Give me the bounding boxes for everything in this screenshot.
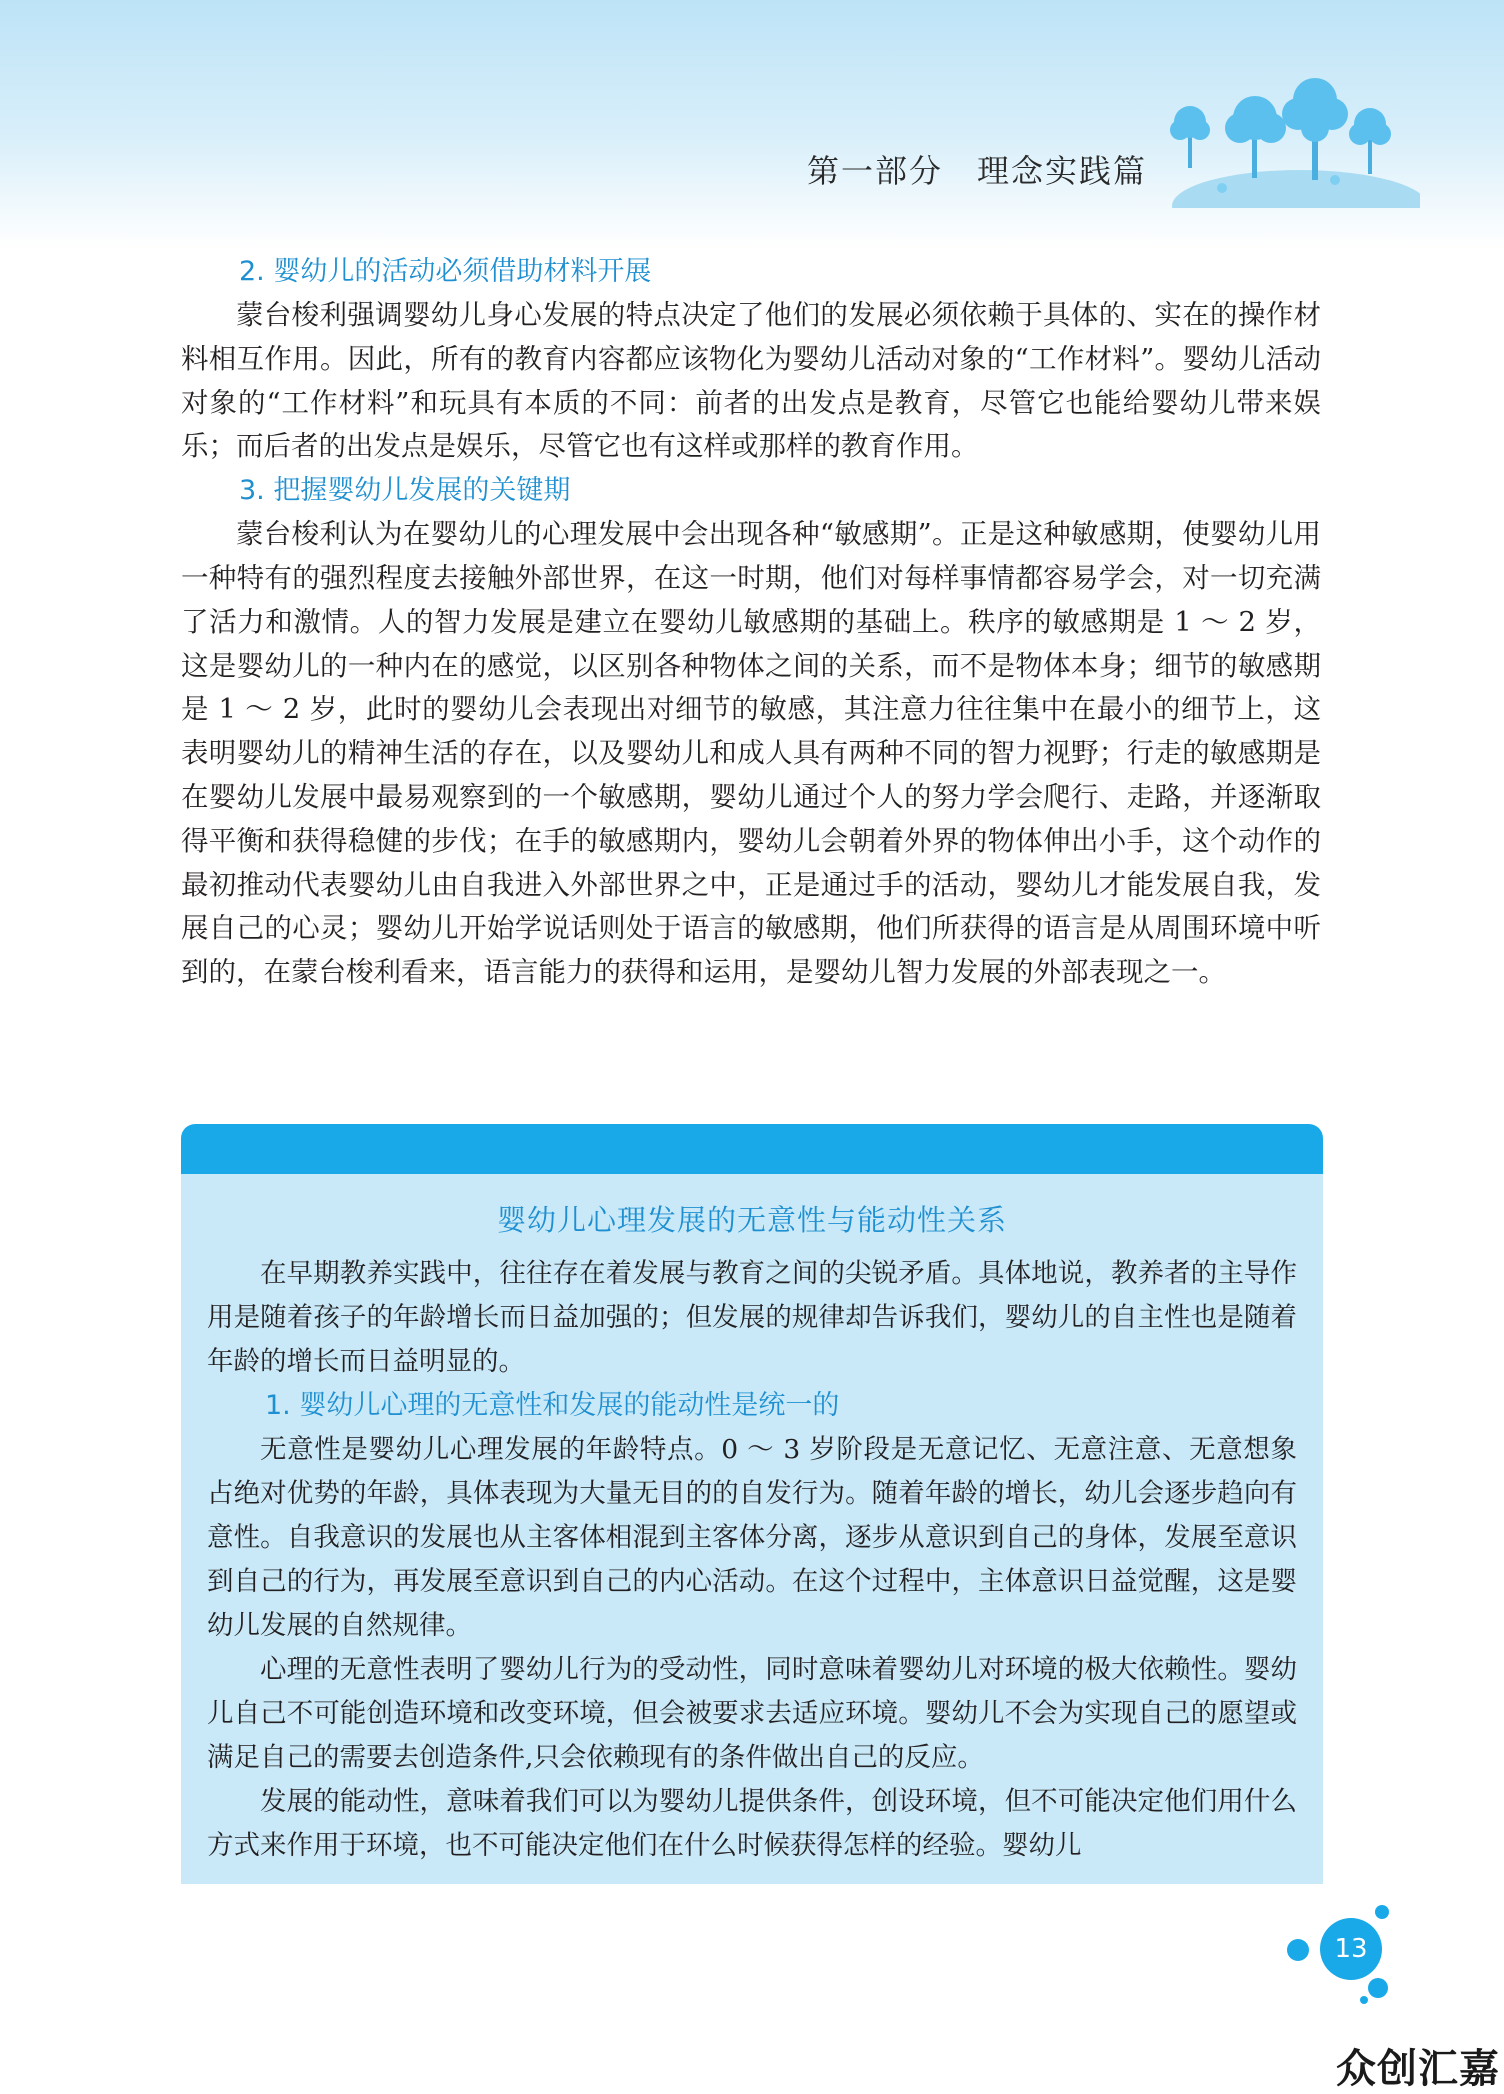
sidebar-box (181, 1124, 1323, 1884)
page-number: 13 (1320, 1918, 1382, 1980)
box-paragraph: 心理的无意性表明了婴幼儿行为的受动性，同时意味着婴幼儿对环境的极大依赖性。婴幼儿自己不可能创造环境和改变环境，但会被要求去适应环境。婴幼儿不会为实现自己的愿望或满足自己的需要去创造条件,只会依赖现有的条件做出自己的反应。 (207, 1654, 1297, 1773)
section-body-materials (181, 294, 1321, 469)
header-section-title: 理念实践篇 (976, 152, 1147, 190)
box-intro-paragraph: 在早期教养实践中，往往存在着发展与教育之间的尖锐矛盾。具体地说，教养者的主导作用是随着孩子的年龄增长而日益加强的；但发展的规律却告诉我们，婴幼儿的自主性也是随着年龄的增长而日益明显的。 (207, 1258, 1297, 1377)
box-paragraph: 无意性是婴幼儿心理发展的年龄特点。0 ～ 3 岁阶段是无意记忆、无意注意、无意想象占绝对优势的年龄，具体表现为大量无目的的自发行为。随着年龄的增长，幼儿会逐步趋向有意性。自我意识的发展也从主客体相混到主客体分离，逐步从意识到自己的身体，发展至意识到自己的行为，再发展至意识到自己的内心活动。在这个过程中，主体意识日益觉醒，这是婴幼儿发展的自然规律。 (207, 1434, 1297, 1641)
box-title: 婴幼儿心理发展的无意性与能动性关系 (496, 1203, 1007, 1237)
box-content (207, 1252, 1297, 1868)
section-heading-critical-period: 3. 把握婴幼儿发展的关键期 (239, 475, 571, 507)
body-text (181, 250, 1321, 995)
box-paragraph: 发展的能动性，意味着我们可以为婴幼儿提供条件，创设环境，但不可能决定他们用什么方式来作用于环境，也不可能决定他们在什么时候获得怎样的经验。婴幼儿 (207, 1786, 1297, 1861)
box-header-bar (181, 1124, 1323, 1174)
running-header (807, 146, 1147, 192)
watermark: 众创汇嘉 (1336, 2046, 1500, 2092)
section-body-critical-period (181, 513, 1321, 995)
box-subheading: 1. 婴幼儿心理的无意性和发展的能动性是统一的 (265, 1390, 840, 1421)
paragraph: 蒙台梭利强调婴幼儿身心发展的特点决定了他们的发展必须依赖于具体的、实在的操作材料相互作用。因此，所有的教育内容都应该物化为婴幼儿活动对象的“工作材料”。婴幼儿活动对象的“工作材料”和玩具有本质的不同：前者的出发点是教育，尽管它也能给婴幼儿带来娱乐；而后者的出发点是娱乐，尽管它也有这样或那样的教育作用。 (181, 299, 1321, 463)
section-heading-materials: 2. 婴幼儿的活动必须借助材料开展 (239, 256, 652, 287)
paragraph: 蒙台梭利认为在婴幼儿的心理发展中会出现各种“敏感期”。正是这种敏感期，使婴幼儿用一种特有的强烈程度去接触外部世界，在这一时期，他们对每样事情都容易学会，对一切充满了活力和激情。人的智力发展是建立在婴幼儿敏感期的基础上。秩序的敏感期是 1 ～ 2 岁，这是婴幼儿的一种内在的感觉，以区别各种物体之间的关系，而不是物体本身；细节的敏感期是 1 ～ 2 岁，此时的婴幼儿会表现出对细节的敏感，其注意力往往集中在最小的细节上，这表明婴幼儿的精神生活的存在，以及婴幼儿和成人具有两种不同的智力视野；行走的敏感期是在婴幼儿发展中最易观察到的一个敏感期，婴幼儿通过个人的努力学会爬行、走路，并逐渐取得平衡和获得稳健的步伐；在手的敏感期内，婴幼儿会朝着外界的物体伸出小手，这个动作的最初推动代表婴幼儿由自我进入外部世界之中，正是通过手的活动，婴幼儿才能发展自我，发展自己的心灵；婴幼儿开始学说话则处于语言的敏感期，他们所获得的语言是从周围环境中听到的，在蒙台梭利看来，语言能力的获得和运用，是婴幼儿智力发展的外部表现之一。 (181, 518, 1321, 989)
header-part: 第一部分 (806, 152, 943, 190)
trees-illustration-icon (1160, 78, 1420, 208)
